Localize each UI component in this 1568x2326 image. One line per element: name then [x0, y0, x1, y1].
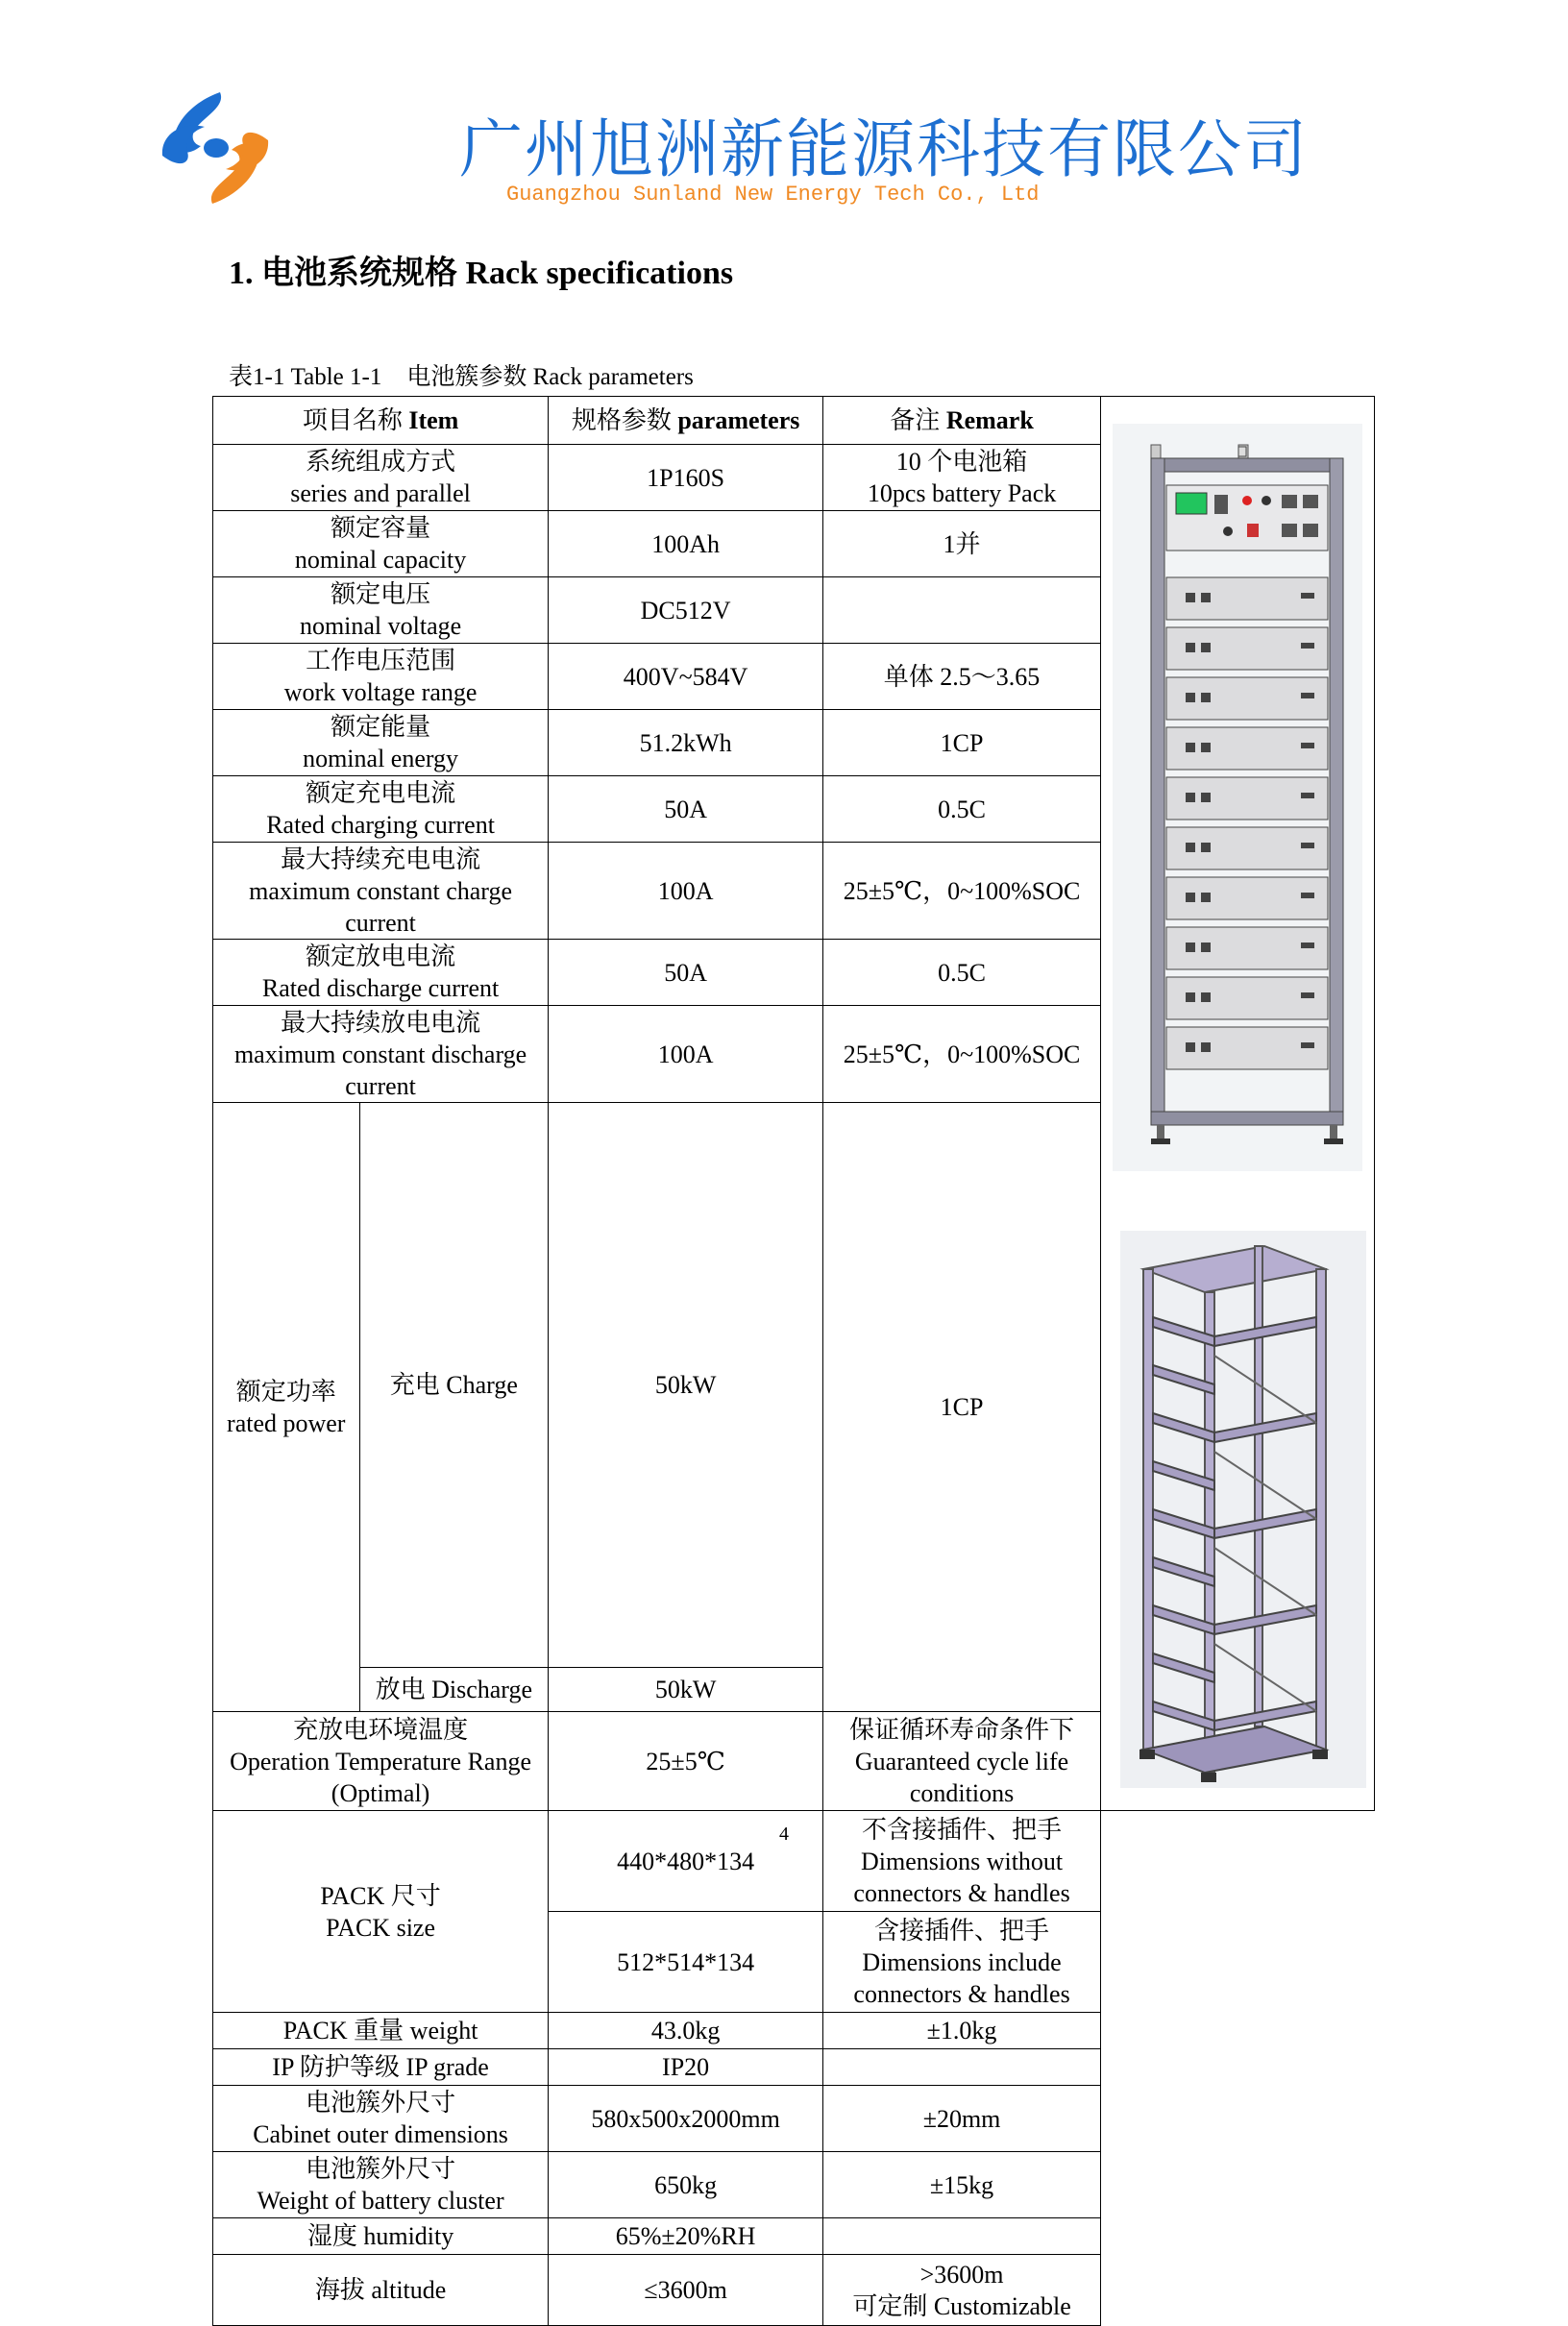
table-row: 充放电环境温度 Operation Temperature Range (Optimal) 25±5℃ 保证循环寿命条件下 Guaranteed cycle life conditions [213, 1712, 1375, 1811]
rack-frame-image [1120, 1231, 1366, 1788]
company-name-en: Guangzhou Sunland New Energy Tech Co., Ltd [506, 183, 1040, 207]
image-column [1101, 397, 1375, 1811]
table-caption [229, 357, 719, 392]
table-row: IP 防护等级 IP grade IP20 [213, 2049, 1375, 2086]
header-remark: 备注 Remark [823, 397, 1101, 445]
table-row: 湿度 humidity 65%±20%RH [213, 2218, 1375, 2255]
company-name-cn: 广州旭洲新能源科技有限公司 [459, 112, 1309, 186]
header-parameters: 规格参数 parameters [549, 397, 823, 445]
table-number: 表1-1 Table 1-1 [229, 364, 382, 390]
table-row: 额定电压 nominal voltage DC512V [213, 577, 1375, 644]
table-title: 电池簇参数 Rack parameters [406, 364, 694, 390]
battery-rack-image [1113, 424, 1362, 1171]
table-row: 额定能量 nominal energy 51.2kWh 1CP [213, 710, 1375, 776]
header-item: 项目名称 Item [213, 397, 549, 445]
table-row: PACK 重量 weight 43.0kg ±1.0kg [213, 2013, 1375, 2049]
company-logo-icon [159, 88, 272, 208]
table-row-power-discharge: 放电 Discharge 50kW [213, 1668, 1375, 1712]
table-row: 系统组成方式 series and parallel 1P160S 10 个电池箱 10pcs battery Pack [213, 445, 1375, 511]
table-row-power-charge: 额定功率 rated power 充电 Charge 50kW 1CP [213, 1103, 1375, 1668]
table-row-pack-size-2: 512*514*134 含接插件、把手 Dimensions include connectors & handles [213, 1912, 1375, 2013]
table-row-pack-size: PACK 尺寸 PACK size 440*480*134 不含接插件、把手 Dimensions without connectors & handles [213, 1811, 1375, 1912]
table-row: 额定充电电流 Rated charging current 50A 0.5C [213, 776, 1375, 843]
rack-parameters-table [212, 396, 1375, 2326]
table-row: 工作电压范围 work voltage range 400V~584V 单体 2.5～3.65 [213, 644, 1375, 710]
section-title: 1. 电池系统规格 Rack specifications [229, 256, 734, 291]
table-header-row [213, 397, 1375, 445]
table-row: 海拔 altitude ≤3600m >3600m 可定制 Customizable [213, 2255, 1375, 2326]
page-number: 4 [779, 1824, 789, 1845]
table-row: 额定放电电流 Rated discharge current 50A 0.5C [213, 940, 1375, 1006]
table-row: 电池簇外尺寸 Cabinet outer dimensions 580x500x2000mm ±20mm [213, 2086, 1375, 2152]
table-row: 电池簇外尺寸 Weight of battery cluster 650kg ±15kg [213, 2152, 1375, 2218]
table-row: 额定容量 nominal capacity 100Ah 1并 [213, 511, 1375, 577]
table-row: 最大持续充电电流 maximum constant charge current 100A 25±5℃，0~100%SOC [213, 843, 1375, 940]
table-row: 最大持续放电电流 maximum constant discharge current 100A 25±5℃，0~100%SOC [213, 1006, 1375, 1103]
